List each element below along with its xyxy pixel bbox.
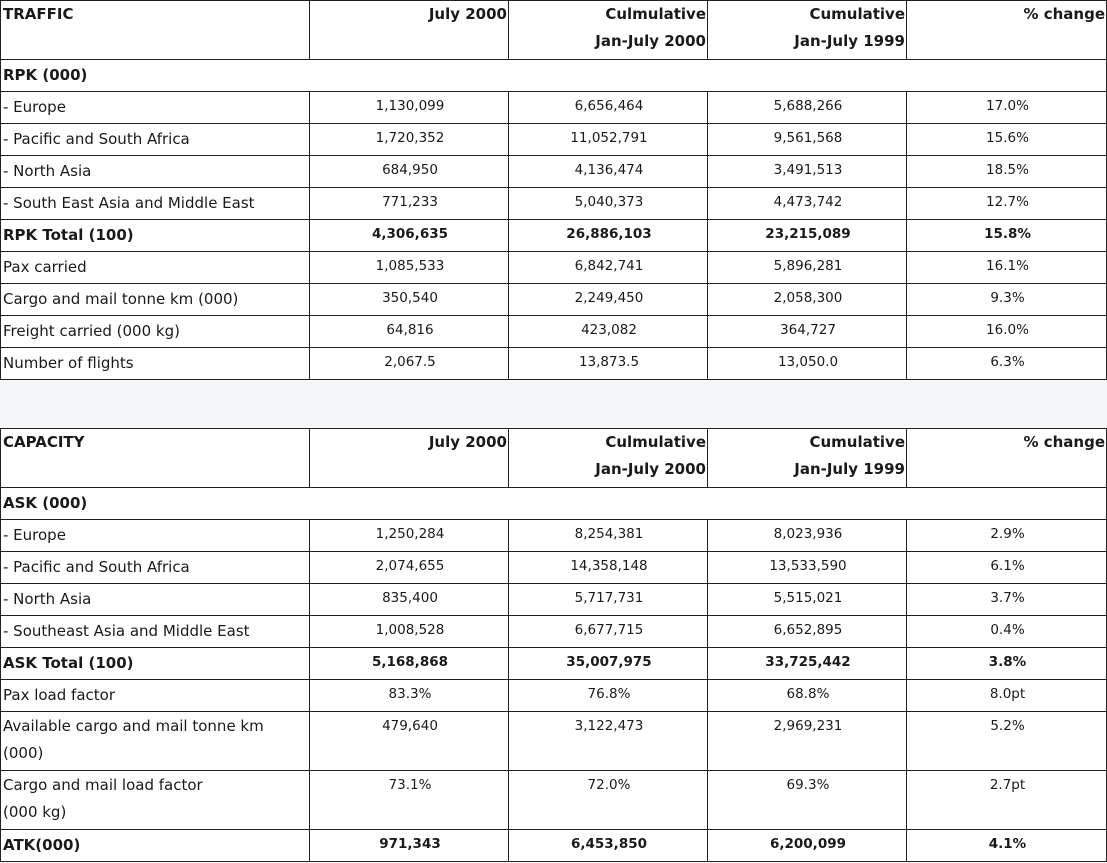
- table-row: [1, 124, 1107, 156]
- value-cell: 5,040,373: [509, 188, 708, 220]
- value-cell: 1,008,528: [310, 616, 509, 648]
- value-cell: 9,561,568: [708, 124, 907, 156]
- value-cell: 26,886,103: [509, 220, 708, 252]
- value-cell: 0.4%: [907, 616, 1107, 648]
- value-cell: 1,250,284: [310, 520, 509, 552]
- value-cell: 15.6%: [907, 124, 1107, 156]
- value-cell: 9.3%: [907, 284, 1107, 316]
- value-cell: 5,717,731: [509, 584, 708, 616]
- value-cell: 33,725,442: [708, 648, 907, 680]
- value-cell: 4.1%: [907, 830, 1107, 862]
- table-row: [1, 348, 1107, 380]
- value-cell: 3,491,513: [708, 156, 907, 188]
- value-cell: 8.0pt: [907, 680, 1107, 712]
- value-cell: 83.3%: [310, 680, 509, 712]
- row-label: - Southeast Asia and Middle East: [1, 616, 310, 648]
- value-cell: 479,640: [310, 712, 509, 771]
- table-row: [1, 520, 1107, 552]
- value-cell: 6,652,895: [708, 616, 907, 648]
- header-cell: Cumulative Jan-July 1999: [708, 1, 907, 60]
- value-cell: 23,215,089: [708, 220, 907, 252]
- table-row: [1, 252, 1107, 284]
- value-cell: 6.1%: [907, 552, 1107, 584]
- row-label: Freight carried (000 kg): [1, 316, 310, 348]
- header-row: [1, 1, 1107, 60]
- section-row: [1, 60, 1107, 92]
- table-row: [1, 771, 1107, 830]
- value-cell: 68.8%: [708, 680, 907, 712]
- value-cell: 5,688,266: [708, 92, 907, 124]
- value-cell: 64,816: [310, 316, 509, 348]
- value-cell: 1,720,352: [310, 124, 509, 156]
- row-label: - Europe: [1, 92, 310, 124]
- header-cell: July 2000: [310, 429, 509, 488]
- value-cell: 2.7pt: [907, 771, 1107, 830]
- header-cell: July 2000: [310, 1, 509, 60]
- row-label: Number of flights: [1, 348, 310, 380]
- section-label: RPK (000): [1, 60, 1107, 92]
- table-row: [1, 156, 1107, 188]
- value-cell: 72.0%: [509, 771, 708, 830]
- value-cell: 2.9%: [907, 520, 1107, 552]
- table-row: [1, 552, 1107, 584]
- row-label: RPK Total (100): [1, 220, 310, 252]
- value-cell: 2,969,231: [708, 712, 907, 771]
- value-cell: 69.3%: [708, 771, 907, 830]
- value-cell: 11,052,791: [509, 124, 708, 156]
- value-cell: 3,122,473: [509, 712, 708, 771]
- header-cell: Culmulative Jan-July 2000: [509, 1, 708, 60]
- value-cell: 15.8%: [907, 220, 1107, 252]
- value-cell: 6,200,099: [708, 830, 907, 862]
- value-cell: 6,656,464: [509, 92, 708, 124]
- value-cell: 8,254,381: [509, 520, 708, 552]
- value-cell: 12.7%: [907, 188, 1107, 220]
- value-cell: 5.2%: [907, 712, 1107, 771]
- table-row: [1, 220, 1107, 252]
- value-cell: 76.8%: [509, 680, 708, 712]
- value-cell: 3.8%: [907, 648, 1107, 680]
- value-cell: 6,677,715: [509, 616, 708, 648]
- value-cell: 6,453,850: [509, 830, 708, 862]
- row-label: - Pacific and South Africa: [1, 552, 310, 584]
- value-cell: 17.0%: [907, 92, 1107, 124]
- table-row: [1, 616, 1107, 648]
- traffic-table: [0, 0, 1107, 380]
- table-row: [1, 648, 1107, 680]
- row-label: Cargo and mail tonne km (000): [1, 284, 310, 316]
- value-cell: 5,896,281: [708, 252, 907, 284]
- section-row: [1, 488, 1107, 520]
- value-cell: 14,358,148: [509, 552, 708, 584]
- header-row: [1, 429, 1107, 488]
- value-cell: 2,058,300: [708, 284, 907, 316]
- value-cell: 3.7%: [907, 584, 1107, 616]
- value-cell: 364,727: [708, 316, 907, 348]
- value-cell: 835,400: [310, 584, 509, 616]
- row-label: - South East Asia and Middle East: [1, 188, 310, 220]
- value-cell: 8,023,936: [708, 520, 907, 552]
- header-cell: Cumulative Jan-July 1999: [708, 429, 907, 488]
- row-label: - North Asia: [1, 156, 310, 188]
- table-row: [1, 92, 1107, 124]
- value-cell: 16.1%: [907, 252, 1107, 284]
- value-cell: 16.0%: [907, 316, 1107, 348]
- value-cell: 6,842,741: [509, 252, 708, 284]
- table-row: [1, 680, 1107, 712]
- capacity-table: [0, 428, 1107, 862]
- value-cell: 73.1%: [310, 771, 509, 830]
- row-label: Cargo and mail load factor (000 kg): [1, 771, 310, 830]
- value-cell: 2,249,450: [509, 284, 708, 316]
- value-cell: 684,950: [310, 156, 509, 188]
- value-cell: 13,873.5: [509, 348, 708, 380]
- row-label: - North Asia: [1, 584, 310, 616]
- table-row: [1, 284, 1107, 316]
- header-cell: % change: [907, 429, 1107, 488]
- value-cell: 6.3%: [907, 348, 1107, 380]
- table-row: [1, 188, 1107, 220]
- value-cell: 1,085,533: [310, 252, 509, 284]
- header-cell: % change: [907, 1, 1107, 60]
- value-cell: 2,074,655: [310, 552, 509, 584]
- header-cell: TRAFFIC: [1, 1, 310, 60]
- value-cell: 4,136,474: [509, 156, 708, 188]
- value-cell: 4,473,742: [708, 188, 907, 220]
- row-label: ASK Total (100): [1, 648, 310, 680]
- value-cell: 1,130,099: [310, 92, 509, 124]
- section-label: ASK (000): [1, 488, 1107, 520]
- table-row: [1, 712, 1107, 771]
- row-label: Available cargo and mail tonne km (000): [1, 712, 310, 771]
- row-label: ATK(000): [1, 830, 310, 862]
- value-cell: 13,050.0: [708, 348, 907, 380]
- header-cell: CAPACITY: [1, 429, 310, 488]
- value-cell: 13,533,590: [708, 552, 907, 584]
- header-cell: Culmulative Jan-July 2000: [509, 429, 708, 488]
- row-label: Pax carried: [1, 252, 310, 284]
- value-cell: 350,540: [310, 284, 509, 316]
- row-label: - Pacific and South Africa: [1, 124, 310, 156]
- table-row: [1, 830, 1107, 862]
- value-cell: 771,233: [310, 188, 509, 220]
- value-cell: 5,168,868: [310, 648, 509, 680]
- value-cell: 18.5%: [907, 156, 1107, 188]
- value-cell: 5,515,021: [708, 584, 907, 616]
- value-cell: 423,082: [509, 316, 708, 348]
- value-cell: 4,306,635: [310, 220, 509, 252]
- value-cell: 2,067.5: [310, 348, 509, 380]
- value-cell: 971,343: [310, 830, 509, 862]
- row-label: - Europe: [1, 520, 310, 552]
- value-cell: 35,007,975: [509, 648, 708, 680]
- table-row: [1, 584, 1107, 616]
- row-label: Pax load factor: [1, 680, 310, 712]
- table-row: [1, 316, 1107, 348]
